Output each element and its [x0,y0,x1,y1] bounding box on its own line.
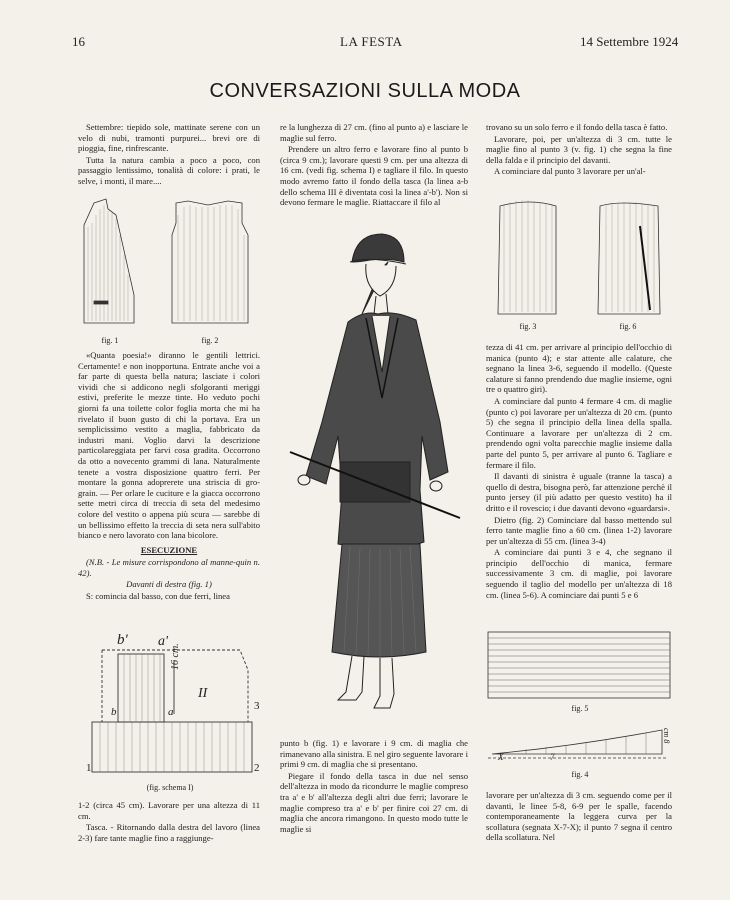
pattern-figures-3-6 [490,196,676,318]
paragraph: A cominciare dal punto 3 lavorare per un'al- [494,166,646,177]
fig5-caption: fig. 5 [571,704,589,713]
magazine-name: LA FESTA [340,34,403,49]
paragraph: Piegare il fondo della tasca in due nel senso dell'altezza in modo da ricondurre le maglie compreso tra a' e b' all'altezza degli altri due ferri; lavorare le maglie compreso tra a' e b' per finire coi 27 cm. di maglia che ancora rimangono. In questo modo tutte le maglie si [280,770,468,834]
paragraph: Il davanti di sinistra è uguale (tranne la tasca) a quello di destra, bisogna però, far attenzione perchè il punto jersey (il più adatto per questo vestito) ha il dritto e il rovescio; i due davanti devono «guardarsi». [486,471,672,513]
fig2-caption: fig. 2 [201,336,219,345]
col3-bottom [486,790,672,844]
col3-middle [486,342,672,601]
fashion-illustration [270,222,485,732]
fig6-caption: fig. 6 [619,322,637,331]
schema-point-1: 1 [86,762,92,774]
fig1-caption: fig. 1 [101,336,119,345]
pattern-schema-1 [70,630,265,780]
issue-date: 14 Settembre 1924 [580,34,679,49]
col1-after [78,800,260,844]
pattern-figure-4 [486,724,672,770]
fig4-label-cm: cm 8 [662,728,671,744]
pattern-figures-1-2 [76,195,262,330]
paragraph: punto b (fig. 1) e lavorare i 9 cm. di maglia che rimanevano alla sinistra. E nel giro seguente lavorare i primi 9 cm. di maglia che si presentano. [280,738,468,770]
fig4-caption: fig. 4 [571,770,589,779]
paragraph: A cominciare dai punti 3 e 4, che segnano il principio dell'occhio di manica, fermare successivamente 3 cm. di maglie, poi lavorare seguendo il taglio del modello per un'altezza di 18 cm. (linea 5-6). A cominciare dai punti 5 e 6 [486,547,672,600]
paragraph: Tutta la natura cambia a poco a poco, con passaggio lentissimo, tonalità di colore: i prati, le selve, i monti, il mare.... [78,154,260,186]
schema-caption: (fig. schema I) [146,783,194,792]
paragraph: re la lunghezza di 27 cm. (fino al punto a) e lasciare le maglie sul ferro. [280,122,468,143]
col3-top [486,122,672,178]
paragraph: A cominciare dal punto 4 fermare 4 cm. di maglie (punto c) poi lavorare per un'altezza di 20 cm. (punto 5) che segna il principio della linea della spalla. Continuare a lavorare per un'altezza di 2 cm. prendendo ogni volta parecchie maglie insieme dalla parte del punto 5, per arrivare al punto 6. Tagliare e fermare il filo. [486,395,672,470]
schema-label-b1: b' [117,632,128,648]
schema-measure: 16 cm. [170,643,181,670]
paragraph: Tasca. - Ritornando dalla destra del lavoro (linea 2-3) fare tante maglie fino a raggiunge- [78,822,260,843]
section-title: ESECUZIONE [140,544,198,555]
paragraph: 1-2 (circa 45 cm). Lavorare per una altezza di 11 cm. [78,800,260,821]
col1-body [78,350,260,603]
paragraph: «Quanta poesia!» diranno le gentili lettrici. Certamente! e non inopportuna. Entrate anche voi a far parte di questa bella natura; lasciate i colori vividi che si addicono negli sfolgoranti meriggi estivi, preferite le mezze tinte. Ho veduto pochi giorni fa una toilette color foglia morta che mi ha rivelato il buon gusto di chi la portava. Era un semplicissimo vestito a maglia, fabbricato da industri mani. Voglio darvi la descrizione particolareggiata per farvi cosa gradita. Occorrono da otto a novecento grammi di lana. Naturalmente tenete a vostra disposizione quattro ferri. Per montare la gonna adoprerete una striscia di gro-grain. — Per orlare le cuciture e la giacca occorrono sette metri circa di treccia di seta del medesimo colore del vestito o appena più scura — sarebbe di un bellissimo effetto la treccia di seta nera sull'abito bianco e nero lavorato con lana bicolore. [78,350,260,541]
fig3-caption: fig. 3 [519,322,537,331]
paragraph: tezza di 41 cm. per arrivare al principio dell'occhio di manica (punto 4); e star attente alle calature, che segnano la linea 3-6, seguendo il modello. (Queste calature si fanno prendendo due maglie insieme, ogni tre o quattro giri). [486,342,672,395]
pattern-figure-5 [486,630,672,702]
subhead: Davanti di destra (fig. 1) [126,579,212,590]
fig4-label-7: 7 [550,752,555,762]
schema-label-a: a [168,706,174,718]
schema-point-2: 2 [254,762,260,774]
schema-label-a1: a' [158,634,168,649]
paragraph: S: comincia dal basso, con due ferri, linea [86,591,230,602]
note: (N.B. - Le misure corrispondono al manne-quin n. 42). [78,557,260,578]
paragraph: trovano su un solo ferro e il fondo della tasca è fatto. [486,122,668,132]
col2-bottom [280,738,468,835]
paragraph: Settembre: tiepido sole, mattinate serene con un velo di nubi, tramonti purpurei... brevi ore di pioggia, fine, rinfrescante. [78,122,260,154]
fig4-label-x: X [498,752,504,762]
schema-label-b: b [111,706,117,718]
paragraph: lavorare per un'altezza di 3 cm. seguendo come per il davanti, le linee 5-8, 6-9 per le spalle, facendo contemporaneamente la leggera curva per la scollatura (segnata X-7-X); il punto 7 segna il centro della scollatura. Nel [486,790,672,843]
page-number: 16 [72,34,85,49]
paragraph: Lavorare, poi, per un'altezza di 3 cm. tutte le maglie fino al punto 3 (v. fig. 1) che segna la fine della falda e il principio del davanti. [486,133,672,165]
page-title: CONVERSAZIONI SULLA MODA [209,80,521,102]
schema-roman: II [198,686,208,701]
col2-top [280,122,468,209]
col1-intro [78,122,260,188]
paragraph: Dietro (fig. 2) Cominciare dal basso mettendo sul ferro tante maglie fino a 60 cm. (linea 1-2) lavorare per un'altezza di 55 cm. (linea 3-4) [486,514,672,546]
paragraph: Prendere un altro ferro e lavorare fino al punto b (circa 9 cm.); lavorare questi 9 cm. per una altezza di 16 cm. (vedi fig. schema I) e tagliare il filo. In questo modo avremo fatto il fondo della tasca (la linea a-b dello schema III è diventata così la linea a'-b'). Non si devono fermare le maglie. Riattaccare il filo al [280,144,468,208]
schema-point-3: 3 [254,700,260,712]
